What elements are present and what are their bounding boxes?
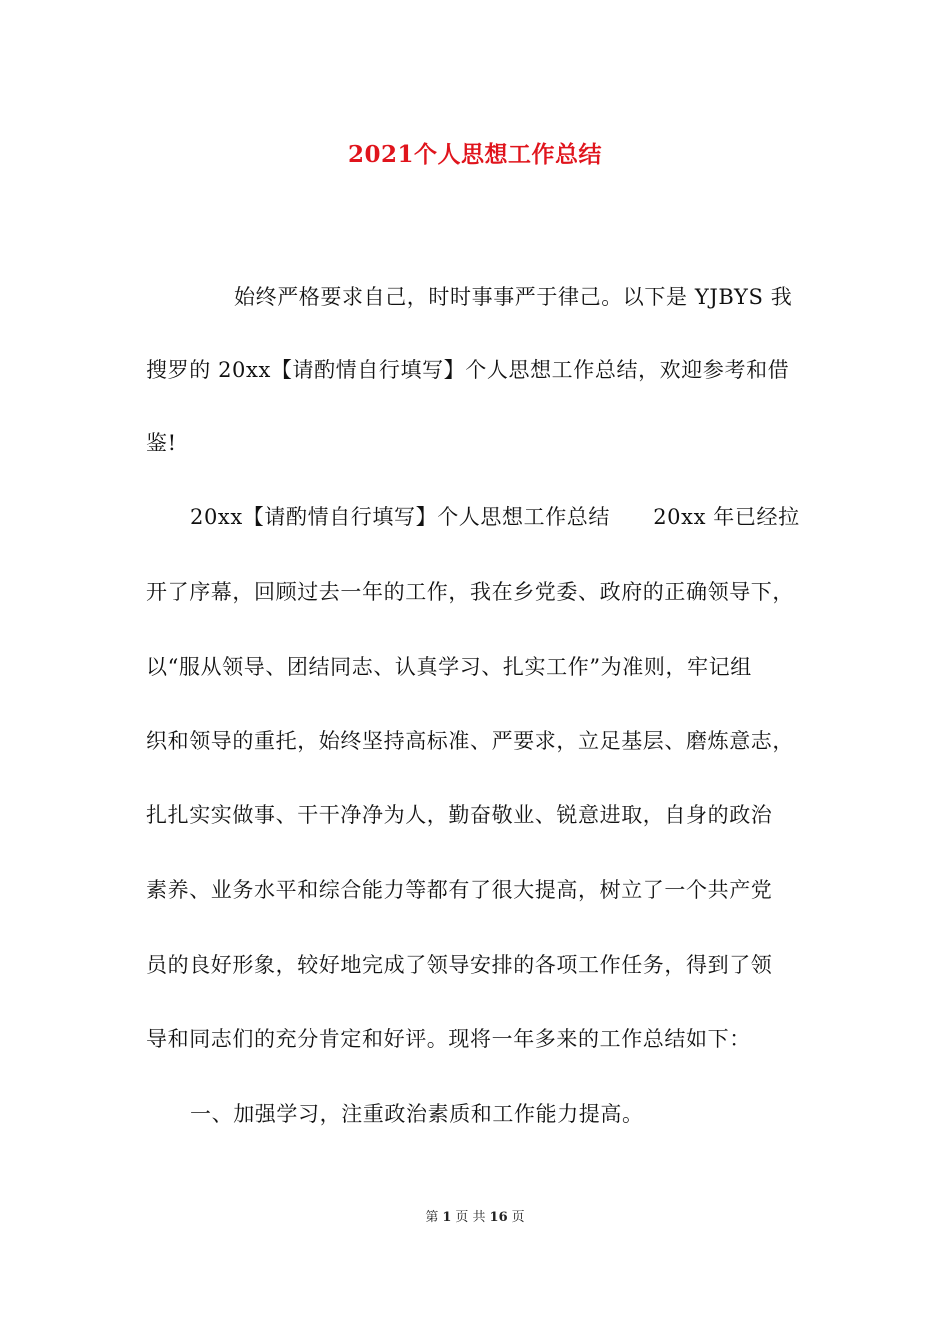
paragraph-line: 扎扎实实做事、干干净净为人，勤奋敬业、锐意进取，自身的政治 [146, 803, 773, 827]
paragraph-line: 素养、业务水平和综合能力等都有了很大提高，树立了一个共产党 [146, 878, 773, 902]
paragraph-line: 以“服从领导、团结同志、认真学习、扎实工作”为准则，牢记组 [146, 655, 752, 679]
paragraph-line: 开了序幕，回顾过去一年的工作，我在乡党委、政府的正确领导下， [146, 580, 794, 604]
paragraph-line: 搜罗的 20xx【请酌情自行填写】个人思想工作总结，欢迎参考和借 [146, 358, 790, 382]
paragraph-line: 鉴! [146, 431, 177, 455]
footer-suffix: 页 [511, 1210, 525, 1225]
page-number: 1 [442, 1210, 452, 1225]
paragraph-line: 织和领导的重托，始终坚持高标准、严要求，立足基层、磨炼意志， [146, 729, 794, 753]
page-footer [0, 1206, 950, 1225]
paragraph-line: 始终严格要求自己，时时事事严于律己。以下是 YJBYS 我 [234, 285, 793, 309]
paragraph-line: 导和同志们的充分肯定和好评。现将一年多来的工作总结如下： [146, 1027, 751, 1051]
footer-middle: 页 共 [455, 1210, 486, 1225]
document-title: 2021个人思想工作总结 [347, 141, 602, 168]
section-heading: 一、加强学习，注重政治素质和工作能力提高。 [190, 1102, 644, 1126]
paragraph-line: 员的良好形象，较好地完成了领导安排的各项工作任务，得到了领 [146, 953, 773, 977]
page-total: 16 [489, 1210, 508, 1225]
paragraph-line: 20xx【请酌情自行填写】个人思想工作总结 20xx 年已经拉 [190, 505, 800, 529]
footer-prefix: 第 [425, 1210, 439, 1225]
